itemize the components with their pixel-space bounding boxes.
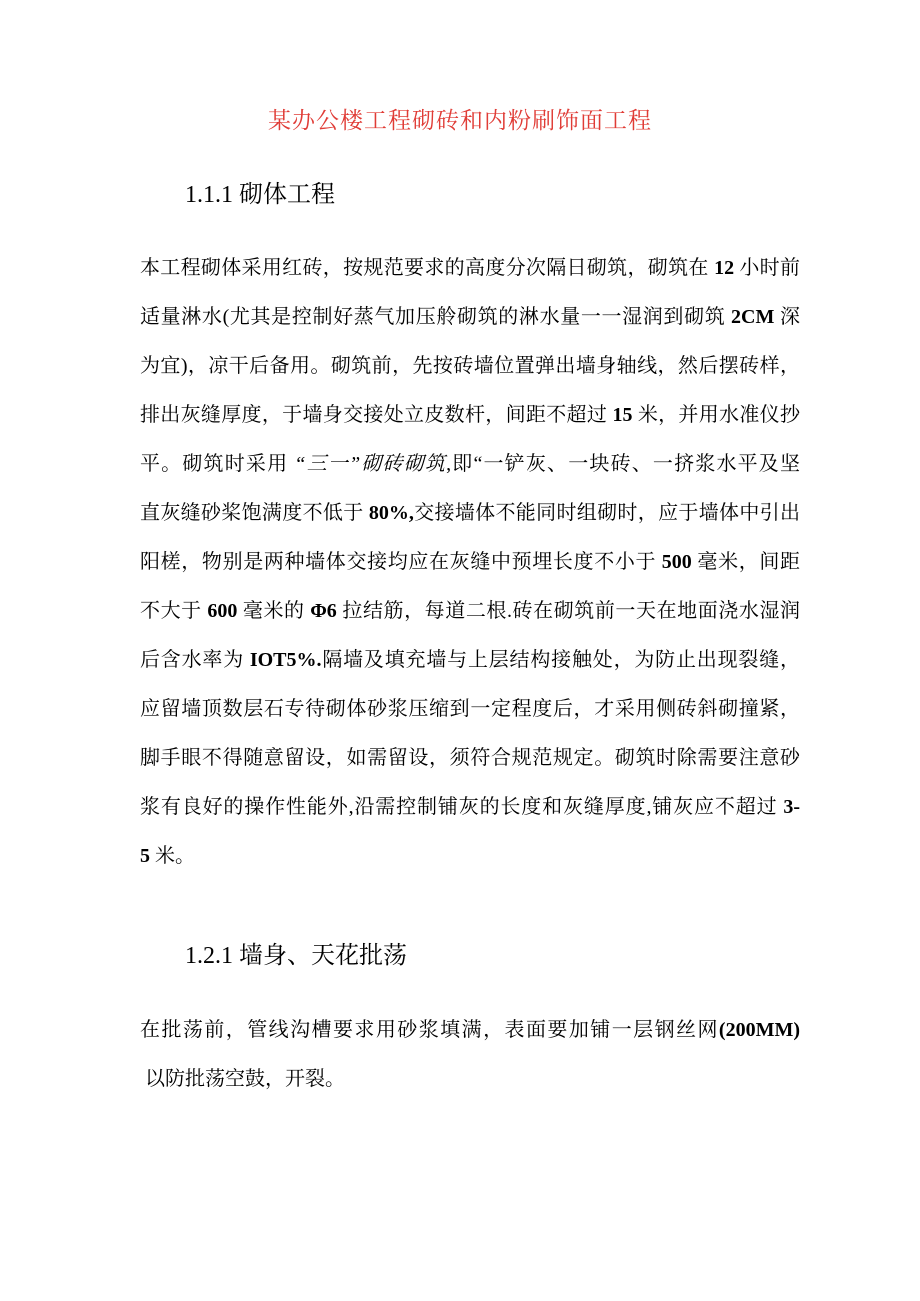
text-segment: (200MM) [718,1019,800,1041]
text-line [140,832,800,881]
text-segment: 毫米的 [237,600,311,622]
text-segment: 隔墙及填充墙与上层结构接触处，为防止出现裂缝， [321,649,800,671]
text-segment: 米，并用水准仪抄 [632,404,800,426]
text-line [140,1055,800,1104]
text-segment: 拉结筋，每道二根.砖在砌筑前一天在地面浇水湿润 [336,600,800,622]
text-segment: 毫米，间距 [691,551,800,573]
text-segment: IOT5%. [249,649,322,671]
text-segment: Φ6 [310,600,337,622]
text-segment: 浆有良好的操作性能外,沿需控制铺灰的长度和灰缝厚度,铺灰应不超过 [140,796,784,818]
text-segment: 12 [714,257,735,279]
text-line [140,440,800,489]
text-line [140,636,800,685]
text-segment: 交接墙体不能同时组砌时，应于墙体中引出 [413,502,800,524]
text-line [140,244,800,293]
text-segment: 直灰缝砂桨饱满度不低于 [140,502,369,524]
paragraph-masonry-body [140,244,800,881]
text-line [140,734,800,783]
text-segment: 后含水率为 [140,649,250,671]
text-segment: 为宜)，凉干后备用。砌筑前，先按砖墙位置弹出墙身轴线，然后摆砖样， [140,355,800,377]
section-heading-plastering: 1.2.1 墙身、天花批荡 [185,943,407,969]
text-segment: 5 [140,845,150,867]
text-line [140,342,800,391]
text-segment: 不大于 [140,600,208,622]
text-segment: 以防批荡空鼓，开裂。 [140,1068,345,1090]
text-segment: 600 [207,600,238,622]
text-line [140,538,800,587]
text-line [140,783,800,832]
section-heading-masonry: 1.1.1 砌体工程 [185,182,335,208]
text-segment: ,即“一铲灰、一块砖、一挤浆水平及坚 [446,453,800,475]
text-line [140,489,800,538]
text-segment: 3- [783,796,800,818]
text-segment: 平。砌筑时采用 [140,453,295,475]
text-segment: 阳槎，物别是两种墙体交接均应在灰缝中预埋长度不小于 [140,551,662,573]
paragraph-plastering-body [140,1006,800,1104]
text-segment: 本工程砌体采用红砖，按规范要求的高度分次隔日砌筑，砌筑在 [140,257,715,279]
text-line [140,587,800,636]
text-line [140,1006,800,1055]
text-segment: 500 [661,551,692,573]
text-segment: 小时前 [734,257,800,279]
text-segment: 适量淋水(尤其是控制好蒸气加压舲砌筑的淋水量一一湿润到砌筑 [140,306,732,328]
text-line [140,391,800,440]
text-segment: 排出灰缝厚度，于墙身交接处立皮数杆，间距不超过 [140,404,613,426]
text-segment: 米。 [150,845,195,867]
text-line [140,293,800,342]
text-segment: 应留墙顶数层石专待砌体砂浆压缩到一定程度后，才采用侧砖斜砌撞紧， [140,698,800,720]
document-title: 某办公楼工程砌砖和内粉刷饰面工程 [268,108,652,133]
text-segment: 15 [612,404,633,426]
text-line [140,685,800,734]
text-segment: 脚手眼不得随意留设，如需留设，须符合规范规定。砌筑时除需要注意砂 [140,747,800,769]
text-segment: 深 [774,306,800,328]
text-segment: 80%, [368,502,414,524]
text-segment: “三一”砌砖砌筑 [294,453,447,475]
text-segment: 2CM [731,306,775,328]
text-segment: 在批荡前，管线沟槽要求用砂浆填满，表面要加铺一层钢丝网 [140,1019,719,1041]
